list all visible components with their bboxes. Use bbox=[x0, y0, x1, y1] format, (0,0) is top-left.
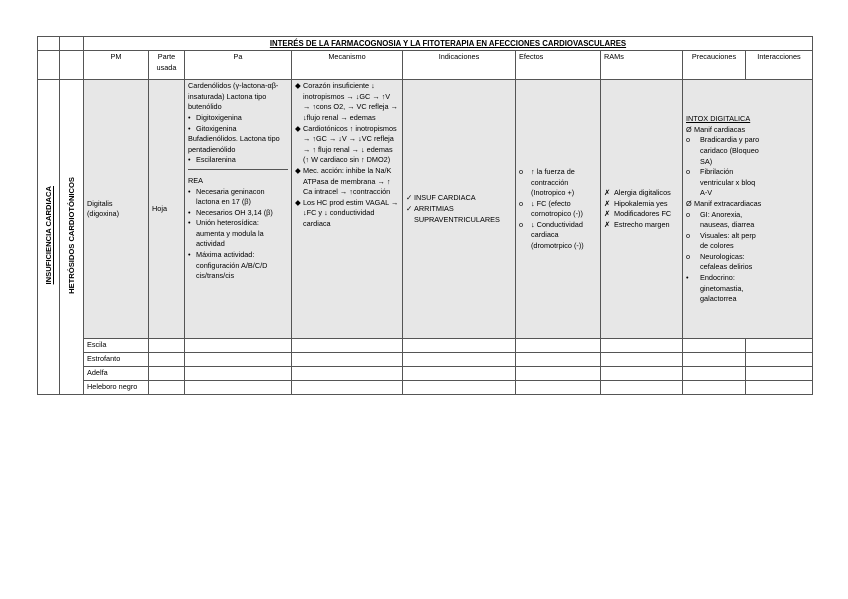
pm-cell: Adelfa bbox=[84, 367, 149, 381]
list-item: o Bradicardia y paro caridaco (Bloqueo SA) bbox=[686, 135, 760, 166]
pm-cell: Escila bbox=[84, 339, 149, 353]
list-item: o GI: Anorexia, nauseas, diarrea bbox=[686, 209, 755, 230]
list-item: Ø Manif cardiacas bbox=[686, 124, 746, 134]
header-precauciones: Precauciones bbox=[683, 51, 746, 80]
subgroup-label: HETRÓSIDOS CARDIOTÓNICOS bbox=[67, 176, 76, 294]
precauciones-cell bbox=[683, 80, 813, 339]
table-row bbox=[38, 339, 813, 353]
list-item: ✗ Estrecho margen bbox=[604, 219, 670, 229]
title-row bbox=[38, 37, 813, 51]
header-interacciones: Interacciones bbox=[746, 51, 813, 80]
pa-cell bbox=[185, 80, 292, 339]
list-item: ✓ INSUF CARDIACA bbox=[406, 193, 476, 203]
header-pa: Pa bbox=[185, 51, 292, 80]
efectos-cell bbox=[516, 80, 601, 339]
subgroup-label-cell bbox=[60, 80, 84, 395]
header-indicaciones: Indicaciones bbox=[403, 51, 516, 80]
list-item: o Neurologicas: cefaleas delirios bbox=[686, 251, 753, 272]
list-item: • Endocrino: ginetomastia, galactorrea bbox=[686, 272, 744, 304]
list-item: ✓ ARRITMIAS SUPRAVENTRICULARES bbox=[406, 204, 500, 224]
list-item: o ↓ Conductividad cardiaca (dromotrpico (-)) bbox=[519, 219, 584, 251]
parte-hoja: Hoja bbox=[149, 80, 185, 339]
list-item: Ø Manif extracardiacas bbox=[686, 198, 762, 208]
intox-heading: INTOX DIGITALICA bbox=[686, 114, 751, 124]
list-item: ✗ Hipokalemia yes bbox=[604, 198, 668, 208]
pm-cell: Heleboro negro bbox=[84, 381, 149, 395]
table-title: INTERÉS DE LA FARMACOGNOSIA Y LA FITOTERAPIA EN AFECCIONES CARDIOVASCULARES bbox=[84, 37, 813, 51]
list-item: o ↓ FC (efecto cornotropico (-)) bbox=[519, 198, 583, 219]
list-item: ◆ Mec. acción: inhibe la Na/K ATPasa de membrana → ↑ Ca intracel → ↑contracción bbox=[295, 165, 392, 197]
group-label-cell bbox=[38, 80, 60, 395]
blank-cell bbox=[60, 37, 84, 51]
list-item: • Necesaria geninacon lactona en 17 (β) bbox=[188, 186, 265, 207]
header-parte: Parte usada bbox=[149, 51, 185, 80]
group-label: INSUFICIENCIA CARDIACA bbox=[44, 186, 53, 285]
list-item: o Visuales: alt perp de colores bbox=[686, 230, 756, 251]
header-pm: PM bbox=[84, 51, 149, 80]
rams-cell bbox=[601, 80, 683, 339]
digitalis-row bbox=[38, 80, 813, 339]
list-item: • Gitoxigenina bbox=[188, 123, 237, 133]
list-item: ✗ Modificadores FC bbox=[604, 209, 672, 219]
list-item: ✗ Alergia digitalicos bbox=[604, 188, 671, 198]
list-item: o Fibrilación ventricular x bloq A-V bbox=[686, 167, 756, 198]
pa-cardenolidos: Cardenólidos (γ-lactona-αβ-insaturada) Lactona tipo butenólido bbox=[188, 81, 279, 112]
blank-cell bbox=[38, 51, 60, 80]
header-mecanismo: Mecanismo bbox=[292, 51, 403, 80]
list-item: • Digitoxigenina bbox=[188, 113, 242, 123]
blank-cell bbox=[38, 37, 60, 51]
divider bbox=[188, 169, 288, 170]
pm-cell: Estrofanto bbox=[84, 353, 149, 367]
list-item: ◆ Cardiotónicos ↑ inotropismos → ↑GC → ↓V → ↓VC refleja → ↑ flujo renal → ↓ edemas (↑ W cardiaco sin ↑ DMO2) bbox=[295, 123, 397, 165]
list-item: • Máxima actividad: configuración A/B/C/D cis/trans/cis bbox=[188, 249, 268, 281]
list-item: • Necesarios OH 3,14 (β) bbox=[188, 207, 273, 217]
blank-cell bbox=[60, 51, 84, 80]
table-row bbox=[38, 381, 813, 395]
header-rams: RAMs bbox=[601, 51, 683, 80]
list-item: • Unión heterosídica: aumenta y modula la actividad bbox=[188, 218, 264, 249]
header-efectos: Efectos bbox=[516, 51, 601, 80]
pharmacognosy-table bbox=[37, 36, 813, 395]
mecanismo-cell bbox=[292, 80, 403, 339]
list-item: o ↑ la fuerza de contracción (Inotropico +) bbox=[519, 166, 575, 198]
list-item: • Escilarenina bbox=[188, 155, 236, 165]
pm-digitalis: Digitalis (digoxina) bbox=[84, 80, 149, 339]
table-row bbox=[38, 353, 813, 367]
list-item: ◆ Corazón insuficiente ↓ inotropismos → ↓GC → ↑V → ↑cons O2, → VC refleja → ↓flujo renal → edemas bbox=[295, 81, 398, 123]
pa-bufadienolidos: Bufadienólidos. Lactona tipo pentadienólido bbox=[188, 134, 280, 154]
table-row bbox=[38, 367, 813, 381]
list-item: ◆ Los HC prod estim VAGAL → ↓FC y ↓ conductividad cardiaca bbox=[295, 197, 399, 228]
header-row bbox=[38, 51, 813, 80]
indicaciones-cell bbox=[403, 80, 516, 339]
pa-rea: REA bbox=[188, 175, 204, 185]
